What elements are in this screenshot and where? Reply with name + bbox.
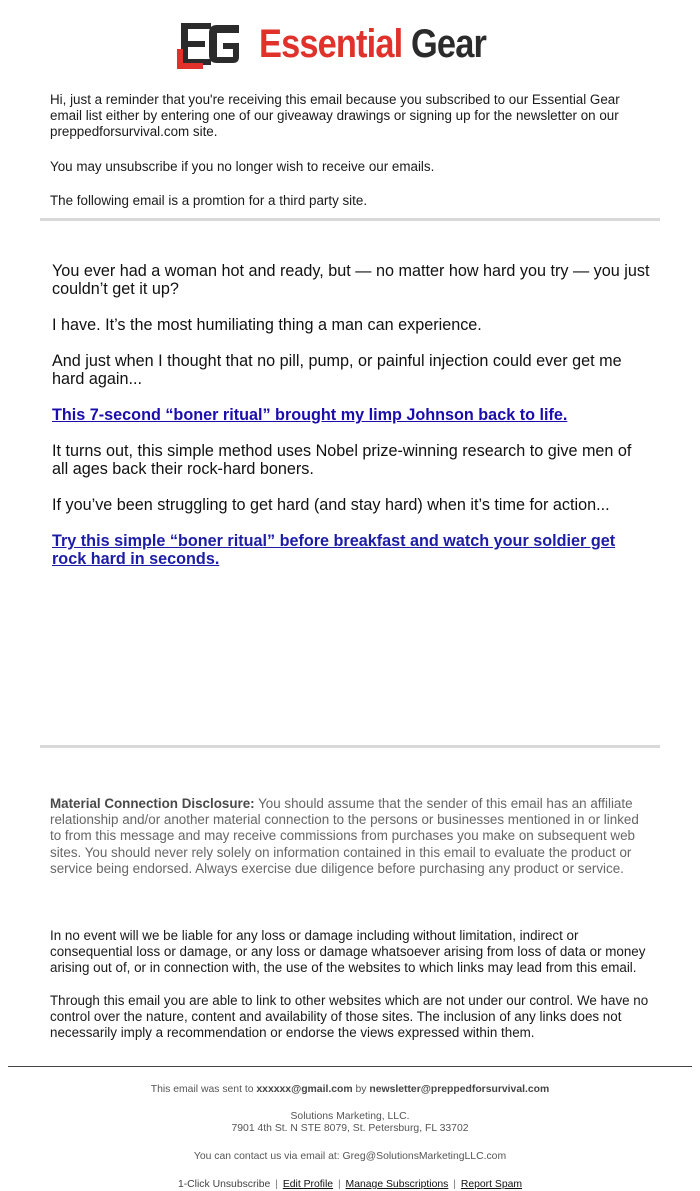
intro-unsubscribe-note: You may unsubscribe if you no longer wish to receive our emails.: [50, 159, 435, 174]
sender-email: newsletter@preppedforsurvival.com: [369, 1084, 550, 1095]
recipient-email: xxxxxx@gmail.com: [256, 1084, 353, 1095]
disclosure-text: You should assume that the sender of this email has an affiliate relationship and/or another material connection to the persons or businesses mentioned in or linked to from this message and may receive commissions from purchases you make on subsequent web sites. You should never rely solely on information contained in this email to evaluate the product or service being endorsed. Always exercise due diligence before purchasing any product or service.: [50, 796, 639, 876]
promo-paragraph: I have. It’s the most humiliating thing a man can experience.: [52, 316, 482, 334]
section-divider-top: [40, 218, 660, 221]
intro-section: [50, 92, 650, 209]
company-address: 7901 4th St. N STE 8079, St. Petersburg, FL 33702: [231, 1123, 469, 1134]
promo-paragraph: You ever had a woman hot and ready, but — no matter how hard you try — you just couldn’t get it up?: [52, 262, 650, 298]
intro-third-party-note: The following email is a promtion for a third party site.: [50, 193, 368, 208]
promo-paragraph: And just when I thought that no pill, pump, or painful injection could ever get me hard again...: [52, 352, 622, 388]
promo-body: [52, 262, 652, 586]
promo-link-primary[interactable]: This 7-second “boner ritual” brought my limp Johnson back to life.: [52, 406, 568, 424]
disclosure-label: Material Connection Disclosure:: [50, 796, 255, 811]
contact-line: You can contact us via email at: Greg@SolutionsMarketingLLC.com: [193, 1151, 507, 1162]
email-header: [0, 16, 700, 72]
link-separator: |: [453, 1179, 456, 1190]
email-footer: [0, 1084, 700, 1191]
edit-profile-link[interactable]: Edit Profile: [282, 1179, 334, 1190]
intro-subscription-notice: Hi, just a reminder that you're receiving this email because you subscribed to our Essential Gear email list either by entering one of our giveaway drawings or signing up for the newsletter on our preppedforsurvival.com site.: [50, 92, 620, 139]
external-links-paragraph: Through this email you are able to link to other websites which are not under our control. We have no control over the nature, content and availability of those sites. The inclusion of any links does not necessarily imply a recommendation or endorse the views expressed within them.: [50, 993, 649, 1040]
link-separator: |: [337, 1179, 341, 1190]
promo-link-secondary[interactable]: Try this simple “boner ritual” before breakfast and watch your soldier get rock hard in seconds.: [52, 532, 616, 568]
liability-paragraph: In no event will we be liable for any loss or damage including without limitation, indirect or consequential loss or damage, or any loss or damage whatsoever arising from loss of data or money arising out of, or in connection with, the use of the websites to which links may lead from this email.: [50, 928, 646, 975]
brand-name: [259, 24, 486, 64]
company-name: Solutions Marketing, LLC.: [290, 1111, 410, 1122]
material-disclosure: [50, 796, 650, 877]
promo-paragraph: If you’ve been struggling to get hard (and stay hard) when it’s time for action...: [52, 496, 610, 514]
footer-links: [0, 1179, 700, 1191]
link-separator: |: [275, 1179, 278, 1190]
brand-name-part2: Gear: [411, 22, 487, 66]
brand-name-part1: Essential: [259, 22, 403, 66]
footer-divider: [8, 1066, 692, 1067]
eg-monogram-icon: [177, 19, 241, 69]
legal-section: [50, 928, 650, 1041]
footer-sent-by: by: [352, 1084, 370, 1095]
brand-logo[interactable]: [177, 19, 523, 69]
report-spam-link[interactable]: Report Spam: [460, 1179, 523, 1190]
promo-paragraph: It turns out, this simple method uses Nobel prize-winning research to give men of all ages back their rock-hard boners.: [52, 442, 632, 478]
section-divider-bottom: [40, 745, 660, 748]
manage-subscriptions-link[interactable]: Manage Subscriptions: [345, 1179, 449, 1190]
footer-sent-to: [0, 1084, 700, 1096]
one-click-unsubscribe[interactable]: 1-Click Unsubscribe: [177, 1179, 271, 1190]
footer-sent-prefix: This email was sent to: [150, 1084, 257, 1095]
